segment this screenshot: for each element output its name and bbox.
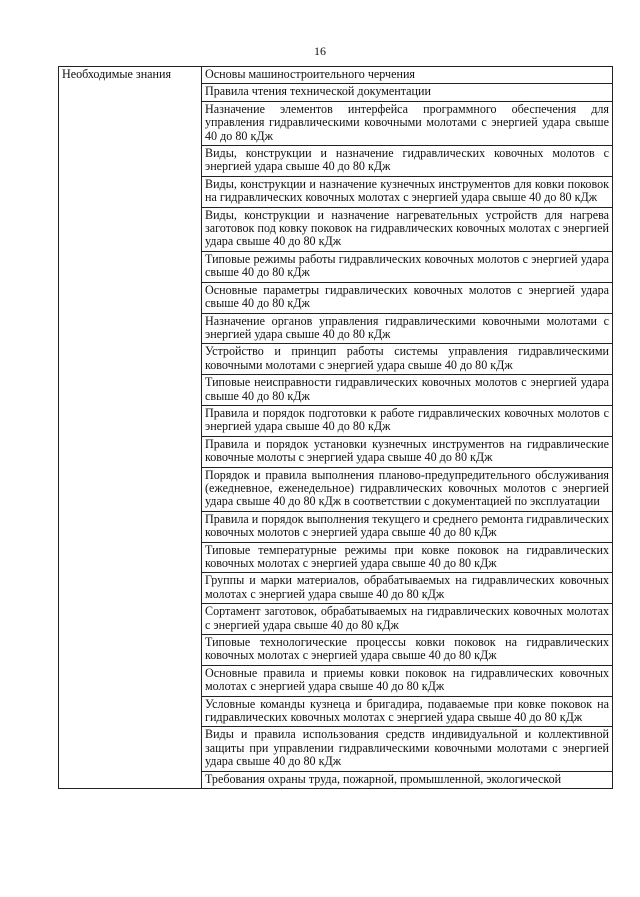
knowledge-item: Сортамент заготовок, обрабатываемых на гидравлических ковочных молотах с энергией удара свыше 40 до 80 кДж bbox=[202, 604, 613, 635]
section-label: Необходимые знания bbox=[59, 67, 202, 789]
knowledge-item: Правила и порядок подготовки к работе гидравлических ковочных молотов с энергией удара свыше 40 до 80 кДж bbox=[202, 405, 613, 436]
knowledge-item: Виды, конструкции и назначение кузнечных инструментов для ковки поковок на гидравлических ковочных молотах с энергией удара свыше 40 до 80 кДж bbox=[202, 176, 613, 207]
knowledge-item: Типовые технологические процессы ковки поковок на гидравлических ковочных молотах с энергией удара свыше 40 до 80 кДж bbox=[202, 635, 613, 666]
knowledge-item: Устройство и принцип работы системы управления гидравлическими ковочными молотами с энергией удара свыше 40 до 80 кДж bbox=[202, 344, 613, 375]
knowledge-item: Типовые режимы работы гидравлических ковочных молотов с энергией удара свыше 40 до 80 кДж bbox=[202, 251, 613, 282]
page-number: 16 bbox=[314, 44, 326, 58]
knowledge-item: Порядок и правила выполнения планово-предупредительного обслуживания (ежедневное, еженедельное) гидравлических ковочных молотов с энергией удара свыше 40 до 80 кДж в соответствии с документацией по эксплуатации bbox=[202, 467, 613, 511]
knowledge-item: Виды и правила использования средств индивидуальной и коллективной защиты при управлении гидравлическими ковочными молотами с энергией удара свыше 40 до 80 кДж bbox=[202, 727, 613, 771]
knowledge-item: Назначение элементов интерфейса программного обеспечения для управления гидравлическими ковочными молотами с энергией удара свыше 40 до 80 кДж bbox=[202, 101, 613, 145]
knowledge-item: Назначение органов управления гидравлическими ковочными молотами с энергией удара свыше 40 до 80 кДж bbox=[202, 313, 613, 344]
knowledge-item: Правила и порядок выполнения текущего и среднего ремонта гидравлических ковочных молотов с энергией удара свыше 40 до 80 кДж bbox=[202, 511, 613, 542]
knowledge-item: Правила и порядок установки кузнечных инструментов на гидравлические ковочные молоты с энергией удара свыше 40 до 80 кДж bbox=[202, 436, 613, 467]
knowledge-item: Группы и марки материалов, обрабатываемых на гидравлических ковочных молотах с энергией удара свыше 40 до 80 кДж bbox=[202, 573, 613, 604]
knowledge-item: Виды, конструкции и назначение гидравлических ковочных молотов с энергией удара свыше 40 до 80 кДж bbox=[202, 146, 613, 177]
knowledge-item: Правила чтения технической документации bbox=[202, 84, 613, 101]
knowledge-item: Типовые неисправности гидравлических ковочных молотов с энергией удара свыше 40 до 80 кДж bbox=[202, 375, 613, 406]
knowledge-item: Требования охраны труда, пожарной, промышленной, экологической bbox=[202, 771, 613, 788]
knowledge-item: Основные правила и приемы ковки поковок на гидравлических ковочных молотах с энергией удара свыше 40 до 80 кДж bbox=[202, 665, 613, 696]
knowledge-item: Основы машиностроительного черчения bbox=[202, 67, 613, 84]
knowledge-item: Условные команды кузнеца и бригадира, подаваемые при ковке поковок на гидравлических ковочных молотах с энергией удара свыше 40 до 80 кДж bbox=[202, 696, 613, 727]
knowledge-table bbox=[58, 66, 613, 789]
knowledge-item: Виды, конструкции и назначение нагревательных устройств для нагрева заготовок под ковку поковок на гидравлических ковочных молотах с энергией удара свыше 40 до 80 кДж bbox=[202, 207, 613, 251]
knowledge-item: Основные параметры гидравлических ковочных молотов с энергией удара свыше 40 до 80 кДж bbox=[202, 282, 613, 313]
knowledge-item: Типовые температурные режимы при ковке поковок на гидравлических ковочных молотах с энергией удара свыше 40 до 80 кДж bbox=[202, 542, 613, 573]
table-row bbox=[59, 67, 613, 84]
